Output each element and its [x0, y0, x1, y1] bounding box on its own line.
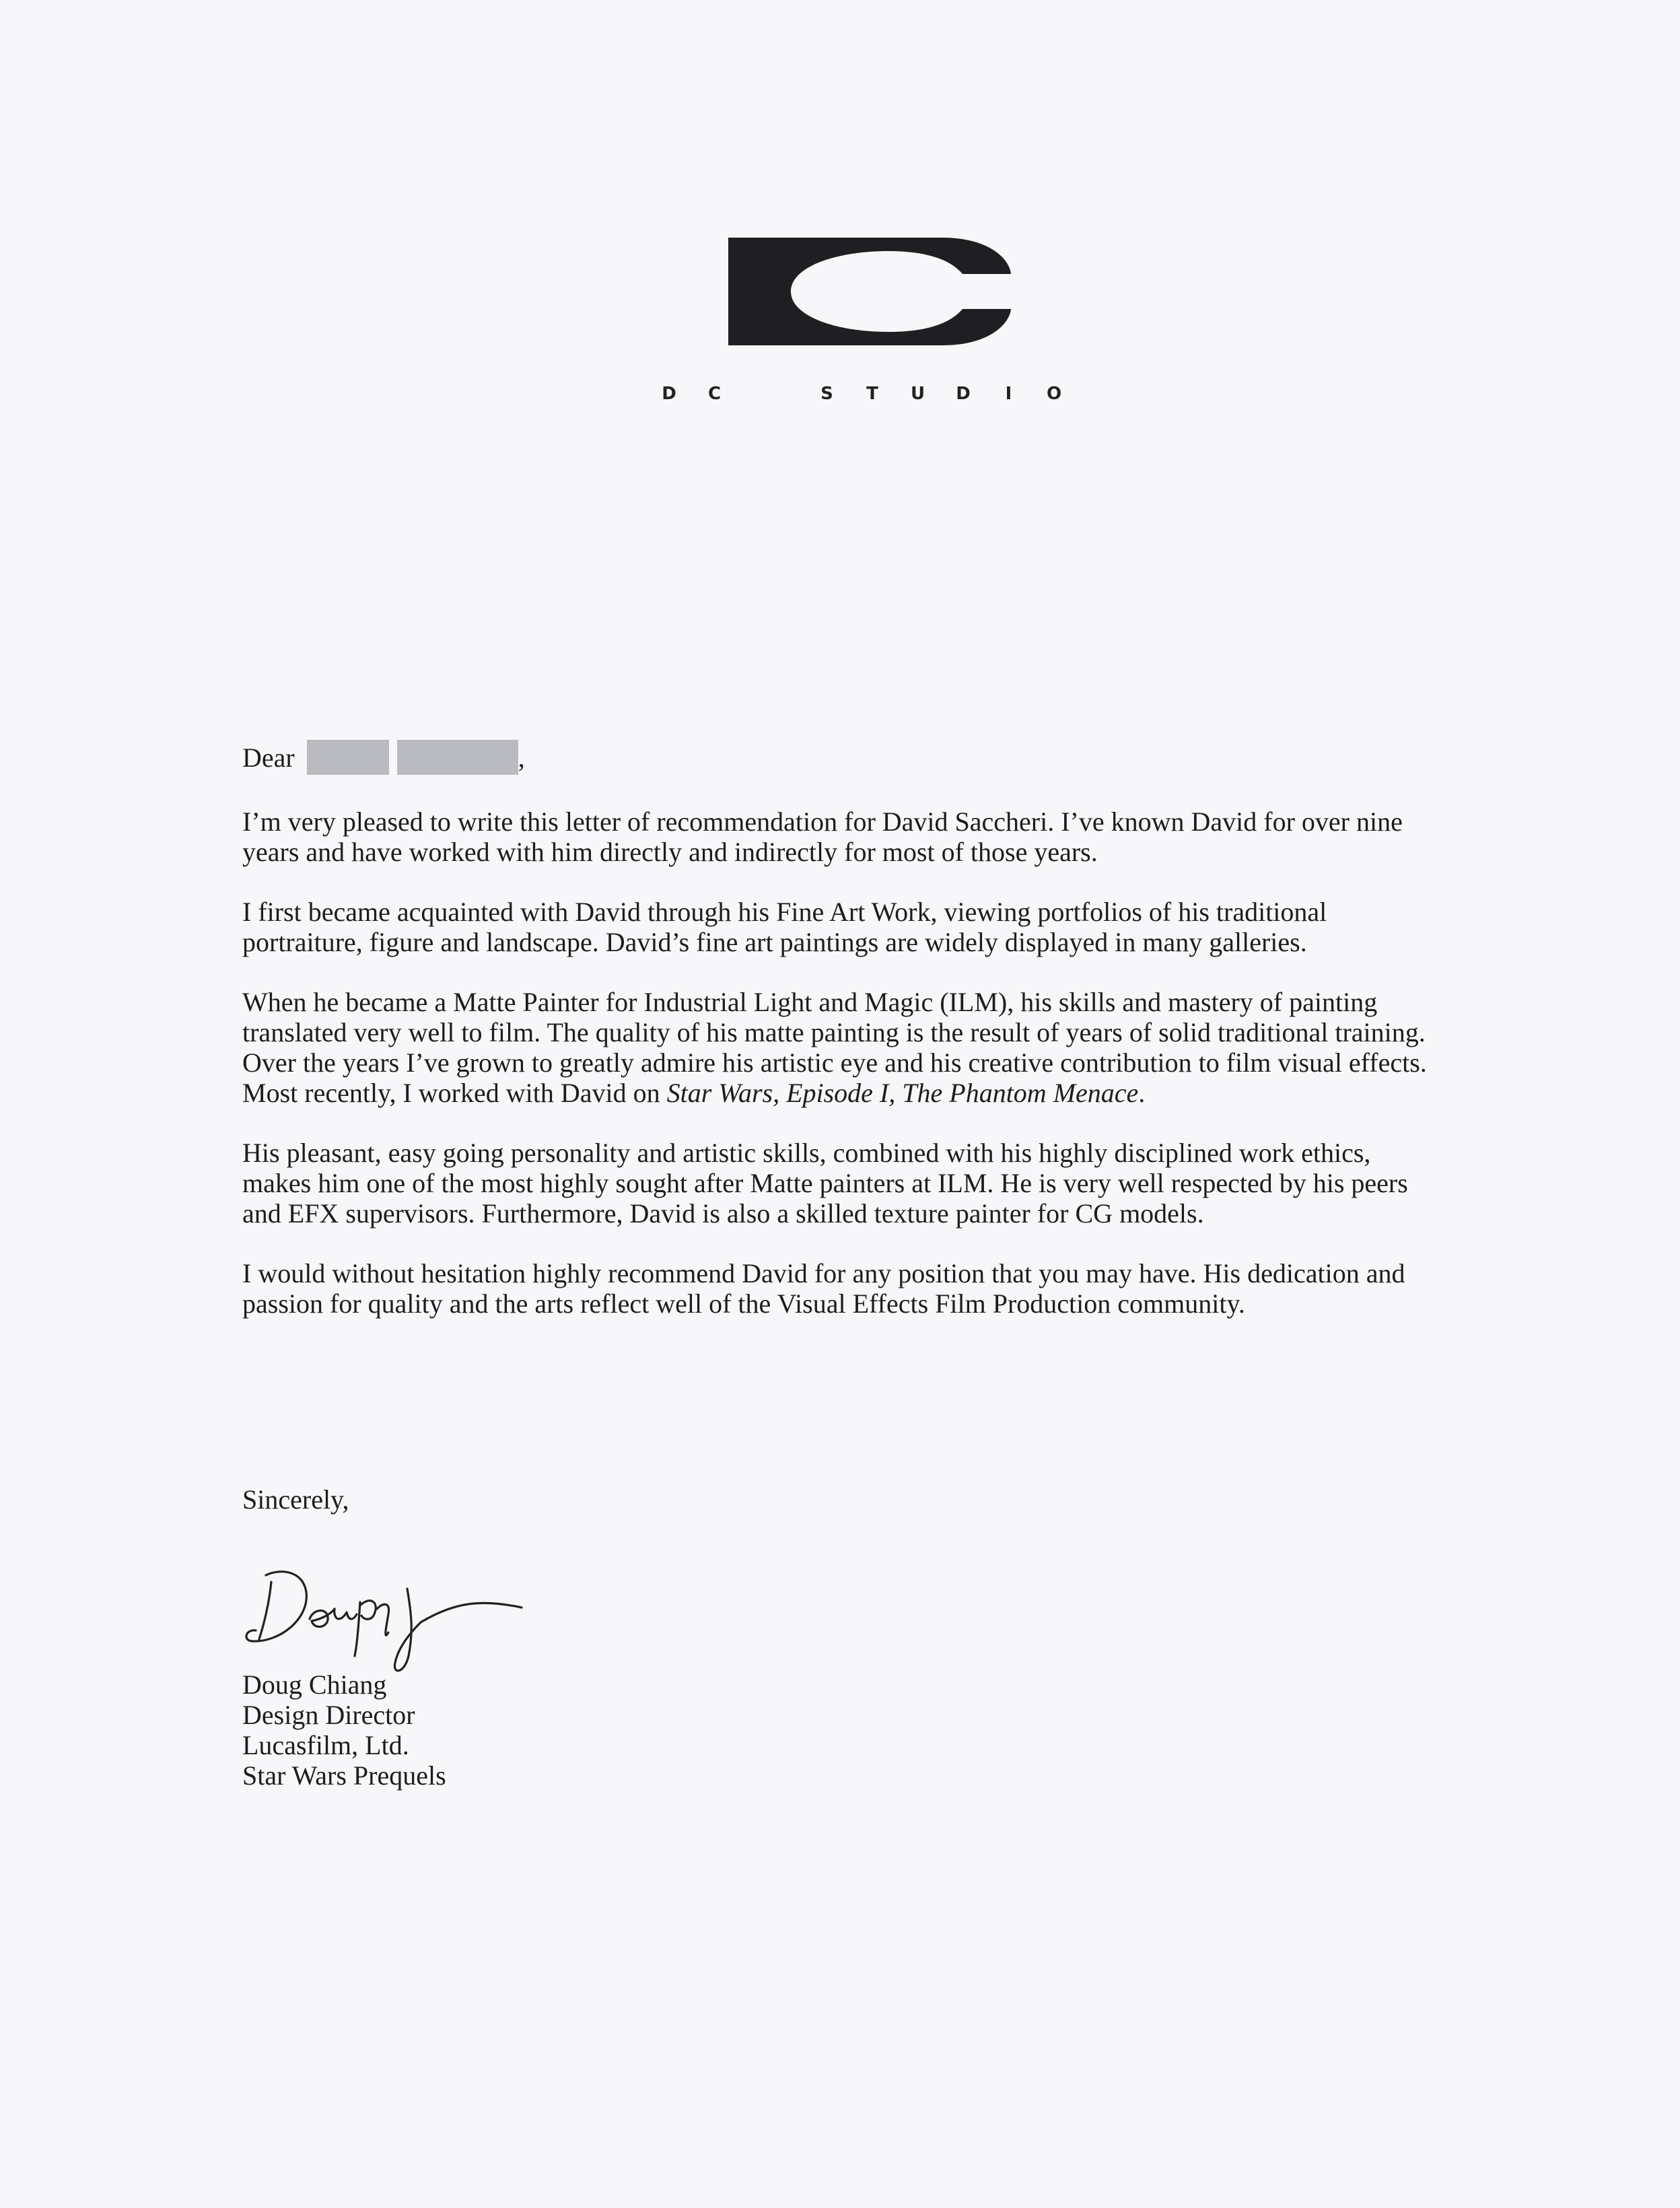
signer-block: [242, 1669, 446, 1791]
film-title: Star Wars, Episode I, The Phantom Menace: [666, 1078, 1139, 1108]
signer-company: Lucasfilm, Ltd.: [242, 1730, 409, 1760]
studio-letter: D: [956, 384, 971, 404]
letter-body: [242, 740, 1440, 1348]
salutation-comma: ,: [518, 742, 525, 773]
signer-project: Star Wars Prequels: [242, 1760, 446, 1791]
paragraph-matte-painter-text: When he became a Matte Painter for Industrial Light and Magic (ILM), his skills and mastery of painting translated very well to film. The quality of his matte painting is the result of years of solid traditional training. Over the years I’ve grown to greatly admire his artistic eye and his creative contribution to film visual effects. Most recently, I worked with David on: [242, 987, 1427, 1108]
paragraph-personality: His pleasant, easy going personality and artistic skills, combined with his highly disciplined work ethics, makes him one of the most highly sought after Matte painters at ILM. He is very well respected by his peers and EFX supervisors. Furthermore, David is also a skilled texture painter for CG models.: [242, 1138, 1408, 1229]
handwritten-signature: [239, 1555, 549, 1683]
studio-letter: D: [662, 384, 676, 404]
studio-letter: C: [707, 384, 722, 404]
signer-title: Design Director: [242, 1700, 415, 1730]
dc-studio-logo-icon: [720, 232, 1016, 350]
studio-letter: U: [910, 384, 925, 404]
redacted-last-name: [397, 740, 518, 775]
studio-letter: S: [820, 384, 833, 404]
redacted-first-name: [307, 740, 389, 775]
studio-letter: I: [1005, 384, 1012, 404]
studio-letter: T: [866, 384, 878, 404]
signer-name: Doug Chiang: [242, 1669, 387, 1700]
paragraph-recommendation: I would without hesitation highly recommend David for any position that you may have. His dedication and passion for quality and the arts reflect well of the Visual Effects Film Production community.: [242, 1258, 1405, 1319]
salutation: [242, 740, 1440, 774]
studio-letter: O: [1046, 384, 1062, 404]
studio-name: [660, 384, 1063, 411]
salutation-word: Dear: [242, 742, 295, 773]
film-title-period: .: [1138, 1078, 1146, 1108]
paragraph-intro: I’m very pleased to write this letter of recommendation for David Saccheri. I’ve known David for over nine years and have worked with him directly and indirectly for most of those years.: [242, 806, 1403, 867]
paragraph-matte-painter: [242, 987, 1440, 1108]
paragraph-fine-art: I first became acquainted with David through his Fine Art Work, viewing portfolios of his traditional portraiture, figure and landscape. David’s fine art paintings are widely displayed in many galleries.: [242, 897, 1327, 957]
closing: Sincerely,: [242, 1484, 349, 1515]
